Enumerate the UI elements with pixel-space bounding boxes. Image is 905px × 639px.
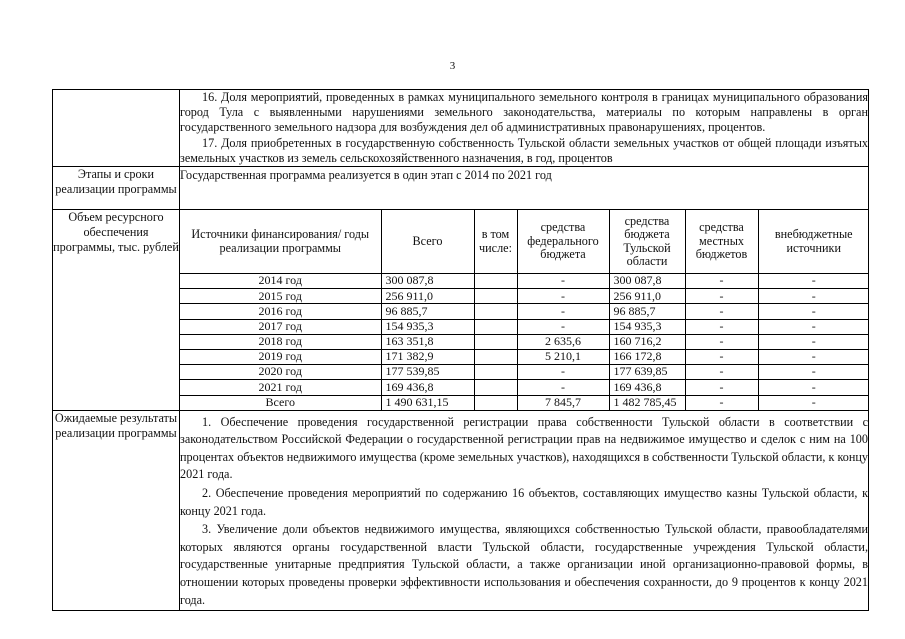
funding-offbudget-cell: - xyxy=(758,274,869,289)
results-row xyxy=(53,410,869,611)
funding-table-row xyxy=(180,289,869,304)
funding-local-cell: - xyxy=(685,349,758,364)
stages-text: Государственная программа реализуется в один этап с 2014 по 2021 год xyxy=(180,167,869,210)
funding-federal-cell: - xyxy=(517,380,609,395)
funding-total-cell: 256 911,0 xyxy=(381,289,474,304)
funding-including-cell xyxy=(474,319,517,334)
funding-total-cell: 154 935,3 xyxy=(381,319,474,334)
funding-year-cell: Всего xyxy=(180,395,381,410)
funding-regional-cell: 169 436,8 xyxy=(609,380,685,395)
funding-regional-cell: 300 087,8 xyxy=(609,274,685,289)
funding-year-cell: 2016 год xyxy=(180,304,381,319)
funding-total-cell: 177 539,85 xyxy=(381,365,474,380)
funding-including-cell xyxy=(474,349,517,364)
funding-federal-cell: - xyxy=(517,274,609,289)
funding-offbudget-cell: - xyxy=(758,304,869,319)
funding-year-cell: 2015 год xyxy=(180,289,381,304)
funding-offbudget-cell: - xyxy=(758,334,869,349)
funding-table-row xyxy=(180,319,869,334)
funding-local-cell: - xyxy=(685,289,758,304)
result-1: 1. Обеспечение проведения государственной регистрации права собственности Тульской области в соответствии с законодательством Российской Федерации о государственной регистрации прав на недвижимое имущество и сделок с ним на 100 процентах объектов недвижимого имущества (кроме земельных участков), находящихся в собственности Тульской области, к концу 2021 года. xyxy=(180,414,869,482)
funding-local-cell: - xyxy=(685,365,758,380)
program-passport-table xyxy=(52,89,869,611)
funding-regional-cell: 256 911,0 xyxy=(609,289,685,304)
header-including: в том числе: xyxy=(474,210,517,274)
funding-table-row xyxy=(180,380,869,395)
funding-table-row xyxy=(180,334,869,349)
funding-including-cell xyxy=(474,334,517,349)
funding-regional-cell: 166 172,8 xyxy=(609,349,685,364)
results-cell xyxy=(180,410,869,611)
indicators-label-cell xyxy=(53,90,180,167)
funding-offbudget-cell: - xyxy=(758,319,869,334)
funding-table-row xyxy=(180,274,869,289)
result-3: 3. Увеличение доли объектов недвижимого имущества, являющихся собственностью Тульской области, правообладателями которых являются органы государственной власти Тульской области, государственные учреждения Тульской области, государственные унитарные предприятия Тульской области, а также организации иной организационно-правовой формы, в отношении которых проведены проверки эффективности использования и обеспечения сохранности, до 9 процентов к концу 2021 года. xyxy=(180,522,868,607)
funding-federal-cell: - xyxy=(517,304,609,319)
funding-row xyxy=(53,210,869,411)
stages-row xyxy=(53,167,869,210)
funding-total-cell: 96 885,7 xyxy=(381,304,474,319)
funding-offbudget-cell: - xyxy=(758,289,869,304)
funding-year-cell: 2019 год xyxy=(180,349,381,364)
funding-table xyxy=(180,210,869,410)
funding-regional-cell: 154 935,3 xyxy=(609,319,685,334)
indicators-row xyxy=(53,90,869,167)
funding-local-cell: - xyxy=(685,304,758,319)
funding-local-cell: - xyxy=(685,334,758,349)
funding-including-cell xyxy=(474,274,517,289)
funding-table-cell xyxy=(180,210,869,411)
funding-regional-cell: 160 716,2 xyxy=(609,334,685,349)
funding-regional-cell: 1 482 785,45 xyxy=(609,395,685,410)
funding-header-row xyxy=(180,210,869,274)
funding-year-cell: 2021 год xyxy=(180,380,381,395)
header-source: Источники финансирования/ годы реализации программы xyxy=(180,210,381,274)
funding-offbudget-cell: - xyxy=(758,349,869,364)
funding-year-cell: 2020 год xyxy=(180,365,381,380)
funding-table-row xyxy=(180,304,869,319)
funding-federal-cell: - xyxy=(517,365,609,380)
header-federal: средства федерального бюджета xyxy=(517,210,609,274)
funding-federal-cell: 7 845,7 xyxy=(517,395,609,410)
indicator-16: 16. Доля мероприятий, проведенных в рамках муниципального земельного контроля в границах муниципального образования город Тула с выявленными нарушениями земельного законодательства, материалы по которым направлены в орган государственного земельного надзора для возбуждения дел об административных правонарушениях, процентов. xyxy=(180,90,868,135)
funding-year-cell: 2014 год xyxy=(180,274,381,289)
funding-offbudget-cell: - xyxy=(758,395,869,410)
funding-table-row xyxy=(180,349,869,364)
funding-total-cell: 163 351,8 xyxy=(381,334,474,349)
indicators-cell xyxy=(180,90,869,167)
result-2: 2. Обеспечение проведения мероприятий по содержанию 16 объектов, составляющих имущество казны Тульской области, к концу 2021 года. xyxy=(180,486,868,518)
funding-offbudget-cell: - xyxy=(758,380,869,395)
funding-total-cell: 300 087,8 xyxy=(381,274,474,289)
funding-offbudget-cell: - xyxy=(758,365,869,380)
funding-federal-cell: - xyxy=(517,319,609,334)
funding-including-cell xyxy=(474,365,517,380)
funding-federal-cell: 2 635,6 xyxy=(517,334,609,349)
page-number: 3 xyxy=(449,60,456,72)
funding-label: Объем ресурсного обеспечения программы, тыс. рублей xyxy=(53,210,180,411)
funding-regional-cell: 96 885,7 xyxy=(609,304,685,319)
funding-federal-cell: - xyxy=(517,289,609,304)
header-local: средства местных бюджетов xyxy=(685,210,758,274)
funding-total-cell: 171 382,9 xyxy=(381,349,474,364)
funding-local-cell: - xyxy=(685,274,758,289)
funding-table-row xyxy=(180,395,869,410)
funding-including-cell xyxy=(474,380,517,395)
header-total: Всего xyxy=(381,210,474,274)
funding-local-cell: - xyxy=(685,319,758,334)
funding-year-cell: 2017 год xyxy=(180,319,381,334)
funding-federal-cell: 5 210,1 xyxy=(517,349,609,364)
funding-table-row xyxy=(180,365,869,380)
funding-including-cell xyxy=(474,289,517,304)
funding-local-cell: - xyxy=(685,395,758,410)
funding-including-cell xyxy=(474,395,517,410)
funding-total-cell: 1 490 631,15 xyxy=(381,395,474,410)
funding-total-cell: 169 436,8 xyxy=(381,380,474,395)
header-regional: средства бюджета Тульской области xyxy=(609,210,685,274)
stages-label: Этапы и сроки реализации программы xyxy=(53,167,180,210)
funding-regional-cell: 177 639,85 xyxy=(609,365,685,380)
funding-year-cell: 2018 год xyxy=(180,334,381,349)
header-offbudget: внебюджетные источники xyxy=(758,210,869,274)
funding-including-cell xyxy=(474,304,517,319)
results-label: Ожидаемые результаты реализации программы xyxy=(53,410,180,611)
funding-local-cell: - xyxy=(685,380,758,395)
indicator-17: 17. Доля приобретенных в государственную собственность Тульской области земельных участков от общей площади изъятых земельных участков из земель сельскохозяйственного назначения, в год, процентов xyxy=(180,135,868,165)
